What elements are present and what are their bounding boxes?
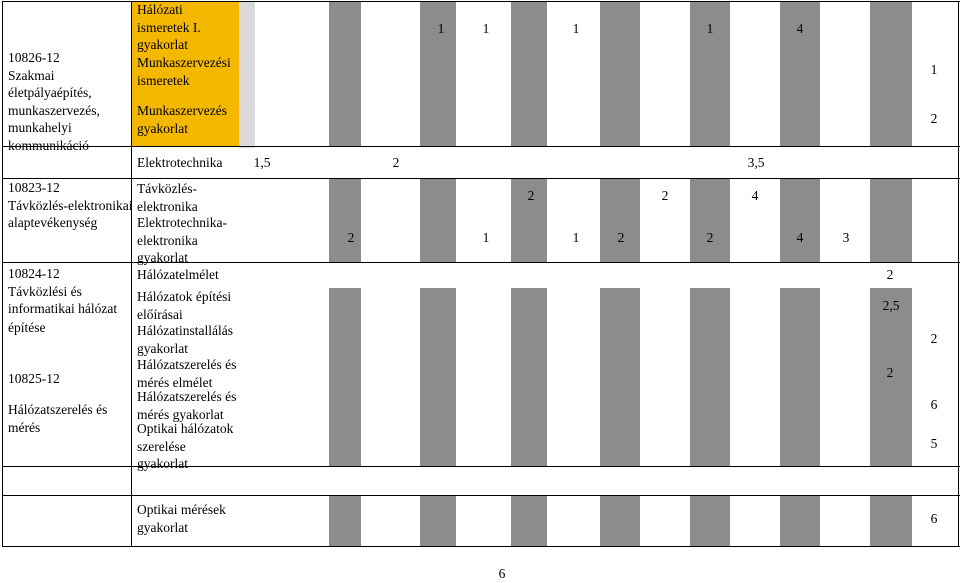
cell-value: 2: [930, 111, 938, 126]
gray-column: [600, 179, 640, 262]
gray-column: [329, 179, 361, 262]
gray-column: [329, 2, 361, 146]
gray-column: [511, 288, 547, 466]
subject-elektrotechnika-elektronika-gyakorlat: Elektrotechnika- elektronika gyakorlat: [137, 215, 227, 265]
subject-optikai-halozatok-szerelese: Optikai hálózatok szerelése gyakorlat: [137, 421, 234, 471]
gray-column: [239, 2, 255, 148]
cell-value: 6: [930, 397, 938, 412]
subject-elektrotechnika: Elektrotechnika: [137, 155, 223, 170]
gray-column: [511, 2, 547, 146]
cell-value: 4: [796, 230, 804, 245]
page-number: 6: [498, 566, 506, 581]
cell-value: 4: [751, 188, 759, 203]
cell-value: 3,5: [747, 155, 765, 170]
gray-column: [780, 179, 820, 262]
gray-column: [511, 496, 547, 546]
row-line: [2, 495, 960, 496]
gray-column: [329, 496, 361, 546]
row-line: [2, 546, 960, 547]
gray-column: [870, 2, 912, 146]
cell-value: 1: [706, 21, 714, 36]
gray-column: [600, 288, 640, 466]
subject-tavkozles-elektronika: Távközlés- elektronika: [137, 181, 198, 214]
cell-value: 2: [706, 230, 714, 245]
module-10826-12: 10826-12 Szakmai életpályaépítés, munkaszervezés, munkahelyi kommunikáció: [8, 50, 100, 153]
column-line: [131, 1, 132, 547]
subject-halozatszereles-meres-elmelet: Hálózatszerelés és mérés elmélet: [137, 357, 237, 390]
gray-column: [870, 179, 912, 262]
gray-column: [690, 288, 730, 466]
cell-value: 1: [482, 230, 490, 245]
gray-column: [329, 288, 361, 466]
cell-value: 2: [617, 230, 625, 245]
cell-value: 5: [930, 436, 938, 451]
cell-value: 1,5: [253, 155, 271, 170]
gray-column: [420, 288, 456, 466]
cell-value: 1: [930, 62, 938, 77]
module-10825-12: 10825-12: [8, 371, 60, 386]
subject-halozatszereles-meres-gyakorlat: Hálózatszerelés és mérés gyakorlat: [137, 389, 237, 422]
gray-column: [420, 179, 456, 262]
module-10825-12-title: Hálózatszerelés és mérés: [8, 402, 108, 435]
subject-munkaszervezesi-ismeretek: Munkaszervezési ismeretek: [137, 55, 231, 88]
cell-value: 2: [347, 230, 355, 245]
cell-value: 2,5: [882, 298, 900, 313]
cell-value: 4: [796, 21, 804, 36]
cell-value: 6: [930, 511, 938, 526]
gray-column: [870, 496, 912, 546]
cell-value: 3: [842, 230, 850, 245]
gray-column: [690, 496, 730, 546]
subject-halozati-ismeretek: Hálózati ismeretek I. gyakorlat: [137, 2, 201, 52]
subject-optikai-meresek-gyakorlat: Optikai mérések gyakorlat: [137, 502, 226, 535]
subject-halozatok-epitesi-eloirasai: Hálózatok építési előírásai: [137, 289, 232, 322]
cell-value: 1: [437, 21, 445, 36]
gray-column: [600, 2, 640, 146]
cell-value: 1: [482, 21, 490, 36]
subject-halozatinstallalas-gyakorlat: Hálózatinstallálás gyakorlat: [137, 323, 233, 356]
column-line: [2, 1, 3, 547]
module-10823-12: 10823-12 Távközlés-elektronikai alaptevékenység: [8, 180, 133, 230]
gray-column: [780, 496, 820, 546]
gray-column: [780, 288, 820, 466]
module-10824-12: 10824-12 Távközlési és informatikai hálózat építése: [8, 266, 118, 335]
gray-column: [690, 179, 730, 262]
cell-value: 1: [572, 230, 580, 245]
row-line: [2, 178, 960, 179]
column-line: [958, 1, 959, 547]
cell-value: 1: [572, 21, 580, 36]
cell-value: 2: [930, 331, 938, 346]
gray-column: [600, 496, 640, 546]
cell-value: 2: [886, 267, 894, 282]
row-line: [2, 146, 960, 147]
cell-value: 2: [661, 188, 669, 203]
gray-column: [420, 496, 456, 546]
cell-value: 2: [392, 155, 400, 170]
cell-value: 2: [886, 365, 894, 380]
subject-halozatelmelet: Hálózatelmélet: [137, 267, 219, 282]
subject-munkaszervezes-gyakorlat: Munkaszervezés gyakorlat: [137, 103, 227, 136]
cell-value: 2: [527, 188, 535, 203]
